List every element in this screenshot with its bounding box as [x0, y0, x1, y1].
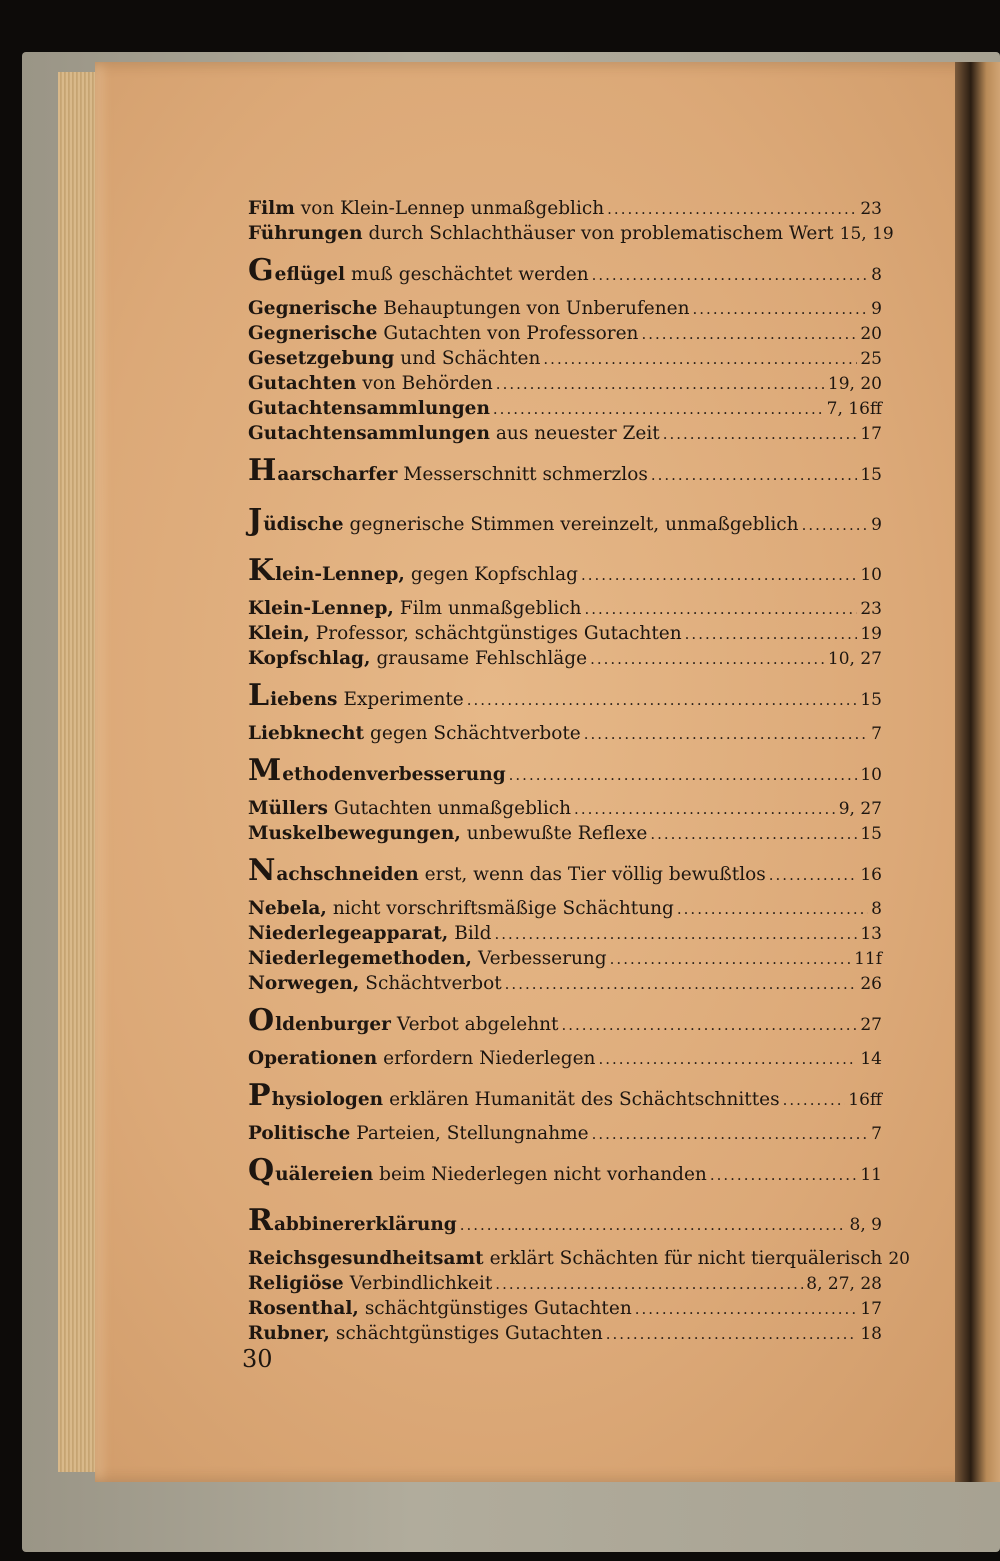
dot-leader	[581, 566, 857, 584]
section-initial: H	[248, 453, 277, 488]
section-initial: J	[248, 503, 263, 538]
entry-page-numbers: 7, 16ff	[826, 399, 882, 419]
entry-heading	[248, 198, 295, 219]
entry-heading-text: Gutachten	[248, 373, 357, 394]
dot-leader	[505, 975, 858, 993]
index-entry	[248, 898, 882, 923]
entry-heading-text: abbinererklärung	[273, 1214, 457, 1235]
entry-page-numbers: 10, 27	[827, 649, 882, 669]
entry-page-numbers: 19, 20	[827, 374, 882, 394]
entry-heading-text: Niederlegeapparat,	[248, 923, 449, 944]
entry-page-numbers: 7	[871, 724, 882, 744]
entry-page-numbers: 14	[860, 1049, 882, 1069]
dot-leader	[606, 1325, 858, 1343]
entry-description: muß geschächtet werden	[351, 264, 589, 285]
entry-description: erklären Humanität des Schächtschnittes	[389, 1089, 780, 1110]
entry-heading-text: Gegnerische	[248, 298, 378, 319]
index-entry	[248, 1203, 882, 1248]
entry-page-numbers: 10	[860, 765, 882, 785]
entry-page-numbers: 8, 9	[849, 1215, 882, 1235]
index-entry	[248, 198, 882, 223]
entry-heading	[248, 398, 490, 419]
entry-heading	[248, 723, 364, 744]
index-group	[248, 853, 882, 998]
index-entry	[248, 423, 882, 448]
entry-page-numbers: 15, 19	[839, 224, 894, 244]
entry-description: erfordern Niederlegen	[383, 1048, 596, 1069]
entry-page-numbers: 10	[860, 565, 882, 585]
entry-heading-text: Liebknecht	[248, 723, 365, 744]
entry-heading-text: eflügel	[274, 264, 346, 285]
entry-heading	[248, 1003, 391, 1038]
entry-description: durch Schlachthäuser von problematischem Wert	[368, 223, 834, 244]
index-entry	[248, 973, 882, 998]
entry-description: beim Niederlegen nicht vorhanden	[379, 1164, 707, 1185]
index-group	[248, 1078, 882, 1148]
entry-heading	[248, 898, 327, 919]
dot-leader	[783, 1091, 846, 1109]
index-group	[248, 678, 882, 748]
page-number: 30	[242, 1345, 273, 1373]
entry-heading	[248, 1123, 350, 1144]
dot-leader	[493, 400, 824, 418]
dot-leader	[685, 625, 858, 643]
index-entry	[248, 1078, 882, 1123]
entry-heading	[248, 1248, 484, 1269]
entry-page-numbers: 7	[871, 1124, 882, 1144]
dot-leader	[635, 1300, 858, 1318]
entry-heading	[248, 373, 356, 394]
entry-page-numbers: 8, 27, 28	[806, 1274, 882, 1294]
entry-page-numbers: 11	[860, 1165, 882, 1185]
entry-heading	[248, 923, 448, 944]
entry-heading	[248, 973, 359, 994]
entry-description: Messerschnitt schmerzlos	[403, 464, 648, 485]
entry-heading-text: Müllers	[248, 798, 328, 819]
index-entry	[248, 753, 882, 798]
entry-heading	[248, 553, 405, 588]
entry-heading	[248, 1273, 344, 1294]
entry-heading	[248, 1153, 374, 1188]
index-group	[248, 253, 882, 448]
entry-heading	[248, 253, 346, 288]
entry-page-numbers: 15	[860, 690, 882, 710]
index-entry	[248, 1248, 910, 1273]
entry-description: aus neuester Zeit	[495, 423, 660, 444]
index-entry	[248, 723, 882, 748]
section-initial: M	[248, 753, 282, 788]
entry-heading-text: ethodenverbesserung	[282, 764, 506, 785]
entry-heading-text: iebens	[270, 689, 338, 710]
dot-leader	[677, 900, 868, 918]
entry-description: Film unmaßgeblich	[399, 598, 582, 619]
entry-description: Parteien, Stellungnahme	[356, 1123, 589, 1144]
entry-description: erst, wenn das Tier völlig bewußtlos	[424, 864, 766, 885]
entry-heading	[248, 1078, 384, 1113]
dot-leader	[769, 866, 858, 884]
entry-heading-text: achschneiden	[276, 864, 419, 885]
index-group	[248, 198, 894, 248]
entry-heading	[248, 853, 419, 888]
entry-page-numbers: 19	[860, 624, 882, 644]
dot-leader	[598, 1050, 857, 1068]
entry-description: Verbot abgelehnt	[396, 1014, 559, 1035]
dot-leader	[650, 825, 857, 843]
entry-page-numbers: 25	[860, 349, 882, 369]
entry-heading-text: Niederlegemethoden,	[248, 948, 472, 969]
entry-page-numbers: 17	[860, 1299, 882, 1319]
entry-heading	[248, 1298, 359, 1319]
entry-heading	[248, 648, 370, 669]
index-entry	[248, 1298, 882, 1323]
entry-page-numbers: 8	[871, 899, 882, 919]
entry-heading-text: Rubner,	[248, 1323, 330, 1344]
entry-description: erklärt Schächten für nicht tierquälerisch	[489, 1248, 883, 1269]
entry-heading	[248, 453, 398, 488]
entry-heading-text: Politische	[248, 1123, 351, 1144]
dot-leader	[610, 950, 851, 968]
entry-heading	[248, 798, 328, 819]
index-group	[248, 503, 882, 548]
dot-leader	[496, 375, 825, 393]
entry-heading	[248, 348, 394, 369]
entry-heading	[248, 678, 338, 713]
entry-page-numbers: 9	[871, 515, 882, 535]
entry-page-numbers: 20	[860, 324, 882, 344]
entry-heading	[248, 298, 377, 319]
dot-leader	[802, 516, 869, 534]
entry-page-numbers: 9	[871, 299, 882, 319]
entry-page-numbers: 18	[860, 1324, 882, 1344]
index-entry	[248, 553, 882, 598]
entry-heading	[248, 503, 344, 538]
index-entry	[248, 1048, 882, 1073]
dot-leader	[663, 425, 858, 443]
index-entry	[248, 853, 882, 898]
entry-heading-text: Film	[248, 198, 295, 219]
index-list	[248, 198, 910, 1364]
dot-leader	[467, 691, 858, 709]
section-initial: Q	[248, 1153, 275, 1188]
entry-heading-text: uälereien	[275, 1164, 374, 1185]
index-entry	[248, 253, 882, 298]
index-entry	[248, 623, 882, 648]
entry-heading-text: Kopfschlag,	[248, 648, 371, 669]
entry-heading-text: Führungen	[248, 223, 363, 244]
entry-page-numbers: 8	[871, 265, 882, 285]
index-entry	[248, 923, 882, 948]
dot-leader	[607, 200, 857, 218]
entry-heading-text: aarscharfer	[277, 464, 398, 485]
dot-leader	[460, 1216, 847, 1234]
entry-heading	[248, 1048, 377, 1069]
index-entry	[248, 1323, 882, 1348]
index-entry	[248, 678, 882, 723]
index-entry	[248, 823, 882, 848]
dot-leader	[641, 325, 857, 343]
entry-description: Schächtverbot	[365, 973, 502, 994]
entry-description: Professor, schächtgünstiges Gutachten	[315, 623, 682, 644]
entry-heading	[248, 598, 394, 619]
entry-description: Gutachten unmaßgeblich	[333, 798, 572, 819]
entry-heading	[248, 948, 472, 969]
entry-heading-text: Rosenthal,	[248, 1298, 359, 1319]
index-group	[248, 1153, 882, 1198]
section-initial: K	[248, 553, 275, 588]
section-initial: L	[248, 678, 270, 713]
dot-leader	[584, 600, 857, 618]
dot-leader	[495, 1275, 803, 1293]
entry-heading	[248, 623, 310, 644]
entry-heading-text: Gutachtensammlungen	[248, 423, 490, 444]
entry-page-numbers: 15	[860, 824, 882, 844]
entry-description: Verbindlichkeit	[349, 1273, 493, 1294]
entry-heading-text: lein-Lennep,	[275, 564, 405, 585]
dot-leader	[592, 266, 869, 284]
index-entry	[248, 398, 882, 423]
entry-description: von Behörden	[362, 373, 493, 394]
entry-heading-text: Klein,	[248, 623, 310, 644]
dot-leader	[561, 1016, 857, 1034]
entry-description: Verbesserung	[477, 948, 607, 969]
dot-leader	[509, 766, 858, 784]
index-entry	[248, 1273, 882, 1298]
dot-leader	[543, 350, 857, 368]
index-group	[248, 753, 882, 848]
entry-page-numbers: 13	[860, 924, 882, 944]
entry-page-numbers: 26	[860, 974, 882, 994]
entry-heading-text: Muskelbewegungen,	[248, 823, 461, 844]
index-group	[248, 553, 882, 673]
entry-heading	[248, 323, 377, 344]
entry-description: und Schächten	[400, 348, 541, 369]
entry-heading	[248, 423, 490, 444]
entry-heading	[248, 823, 461, 844]
entry-page-numbers: 11f	[854, 949, 882, 969]
dot-leader	[574, 800, 836, 818]
entry-page-numbers: 23	[860, 199, 882, 219]
entry-description: grausame Fehlschläge	[376, 648, 588, 669]
index-entry	[248, 1003, 882, 1048]
entry-page-numbers: 16ff	[848, 1090, 882, 1110]
entry-description: Behauptungen von Unberufenen	[383, 298, 690, 319]
index-entry	[248, 948, 882, 973]
entry-heading-text: Klein-Lennep,	[248, 598, 394, 619]
entry-heading	[248, 753, 506, 788]
section-initial: P	[248, 1078, 271, 1113]
entry-description: gegen Kopfschlag	[410, 564, 578, 585]
entry-description: gegen Schächtverbote	[370, 723, 581, 744]
index-entry	[248, 1123, 882, 1148]
entry-page-numbers: 27	[860, 1015, 882, 1035]
index-entry	[248, 1153, 882, 1198]
dot-leader	[651, 466, 858, 484]
entry-heading	[248, 1323, 330, 1344]
dot-leader	[495, 925, 858, 943]
entry-heading-text: Operationen	[248, 1048, 378, 1069]
index-group	[248, 1203, 910, 1348]
section-initial: R	[248, 1203, 273, 1238]
entry-heading-text: Gutachtensammlungen	[248, 398, 490, 419]
entry-description: schächtgünstiges Gutachten	[335, 1323, 603, 1344]
index-entry	[248, 348, 882, 373]
entry-page-numbers: 20	[888, 1249, 910, 1269]
section-initial: N	[248, 853, 276, 888]
section-initial: G	[248, 253, 274, 288]
section-initial: O	[248, 1003, 275, 1038]
entry-heading-text: Nebela,	[248, 898, 327, 919]
index-entry	[248, 798, 882, 823]
page-edges	[58, 72, 98, 1472]
entry-heading	[248, 1203, 457, 1238]
index-entry	[248, 503, 882, 548]
entry-heading-text: Reichsgesundheitsamt	[248, 1248, 484, 1269]
entry-description: von Klein-Lennep unmaßgeblich	[300, 198, 605, 219]
index-entry	[248, 298, 882, 323]
index-entry	[248, 598, 882, 623]
entry-heading-text: Gegnerische	[248, 323, 378, 344]
entry-heading-text: Norwegen,	[248, 973, 360, 994]
dot-leader	[590, 650, 825, 668]
dot-leader	[710, 1166, 858, 1184]
dot-leader	[693, 300, 869, 318]
entry-heading	[248, 223, 363, 244]
entry-description: schächtgünstiges Gutachten	[364, 1298, 632, 1319]
index-group	[248, 453, 882, 498]
entry-description: Gutachten von Professoren	[383, 323, 639, 344]
index-entry	[248, 648, 882, 673]
entry-page-numbers: 16	[860, 865, 882, 885]
index-entry	[248, 323, 882, 348]
entry-description: nicht vorschriftsmäßige Schächtung	[332, 898, 674, 919]
dot-leader	[584, 725, 868, 743]
book-gutter	[955, 62, 1000, 1482]
index-group	[248, 1003, 882, 1073]
entry-description: gegnerische Stimmen vereinzelt, unmaßgeblich	[349, 514, 799, 535]
entry-heading-text: hysiologen	[271, 1089, 384, 1110]
entry-heading-text: üdische	[263, 514, 344, 535]
entry-page-numbers: 17	[860, 424, 882, 444]
entry-description: Bild	[454, 923, 492, 944]
entry-page-numbers: 23	[860, 599, 882, 619]
entry-description: Experimente	[343, 689, 464, 710]
dot-leader	[592, 1125, 869, 1143]
entry-description: unbewußte Reflexe	[466, 823, 648, 844]
entry-page-numbers: 15	[860, 465, 882, 485]
index-entry	[248, 453, 882, 498]
index-entry	[248, 373, 882, 398]
entry-page-numbers: 9, 27	[838, 799, 882, 819]
index-entry	[248, 223, 894, 248]
entry-heading-text: ldenburger	[275, 1014, 391, 1035]
entry-heading-text: Religiöse	[248, 1273, 344, 1294]
entry-heading-text: Gesetzgebung	[248, 348, 395, 369]
